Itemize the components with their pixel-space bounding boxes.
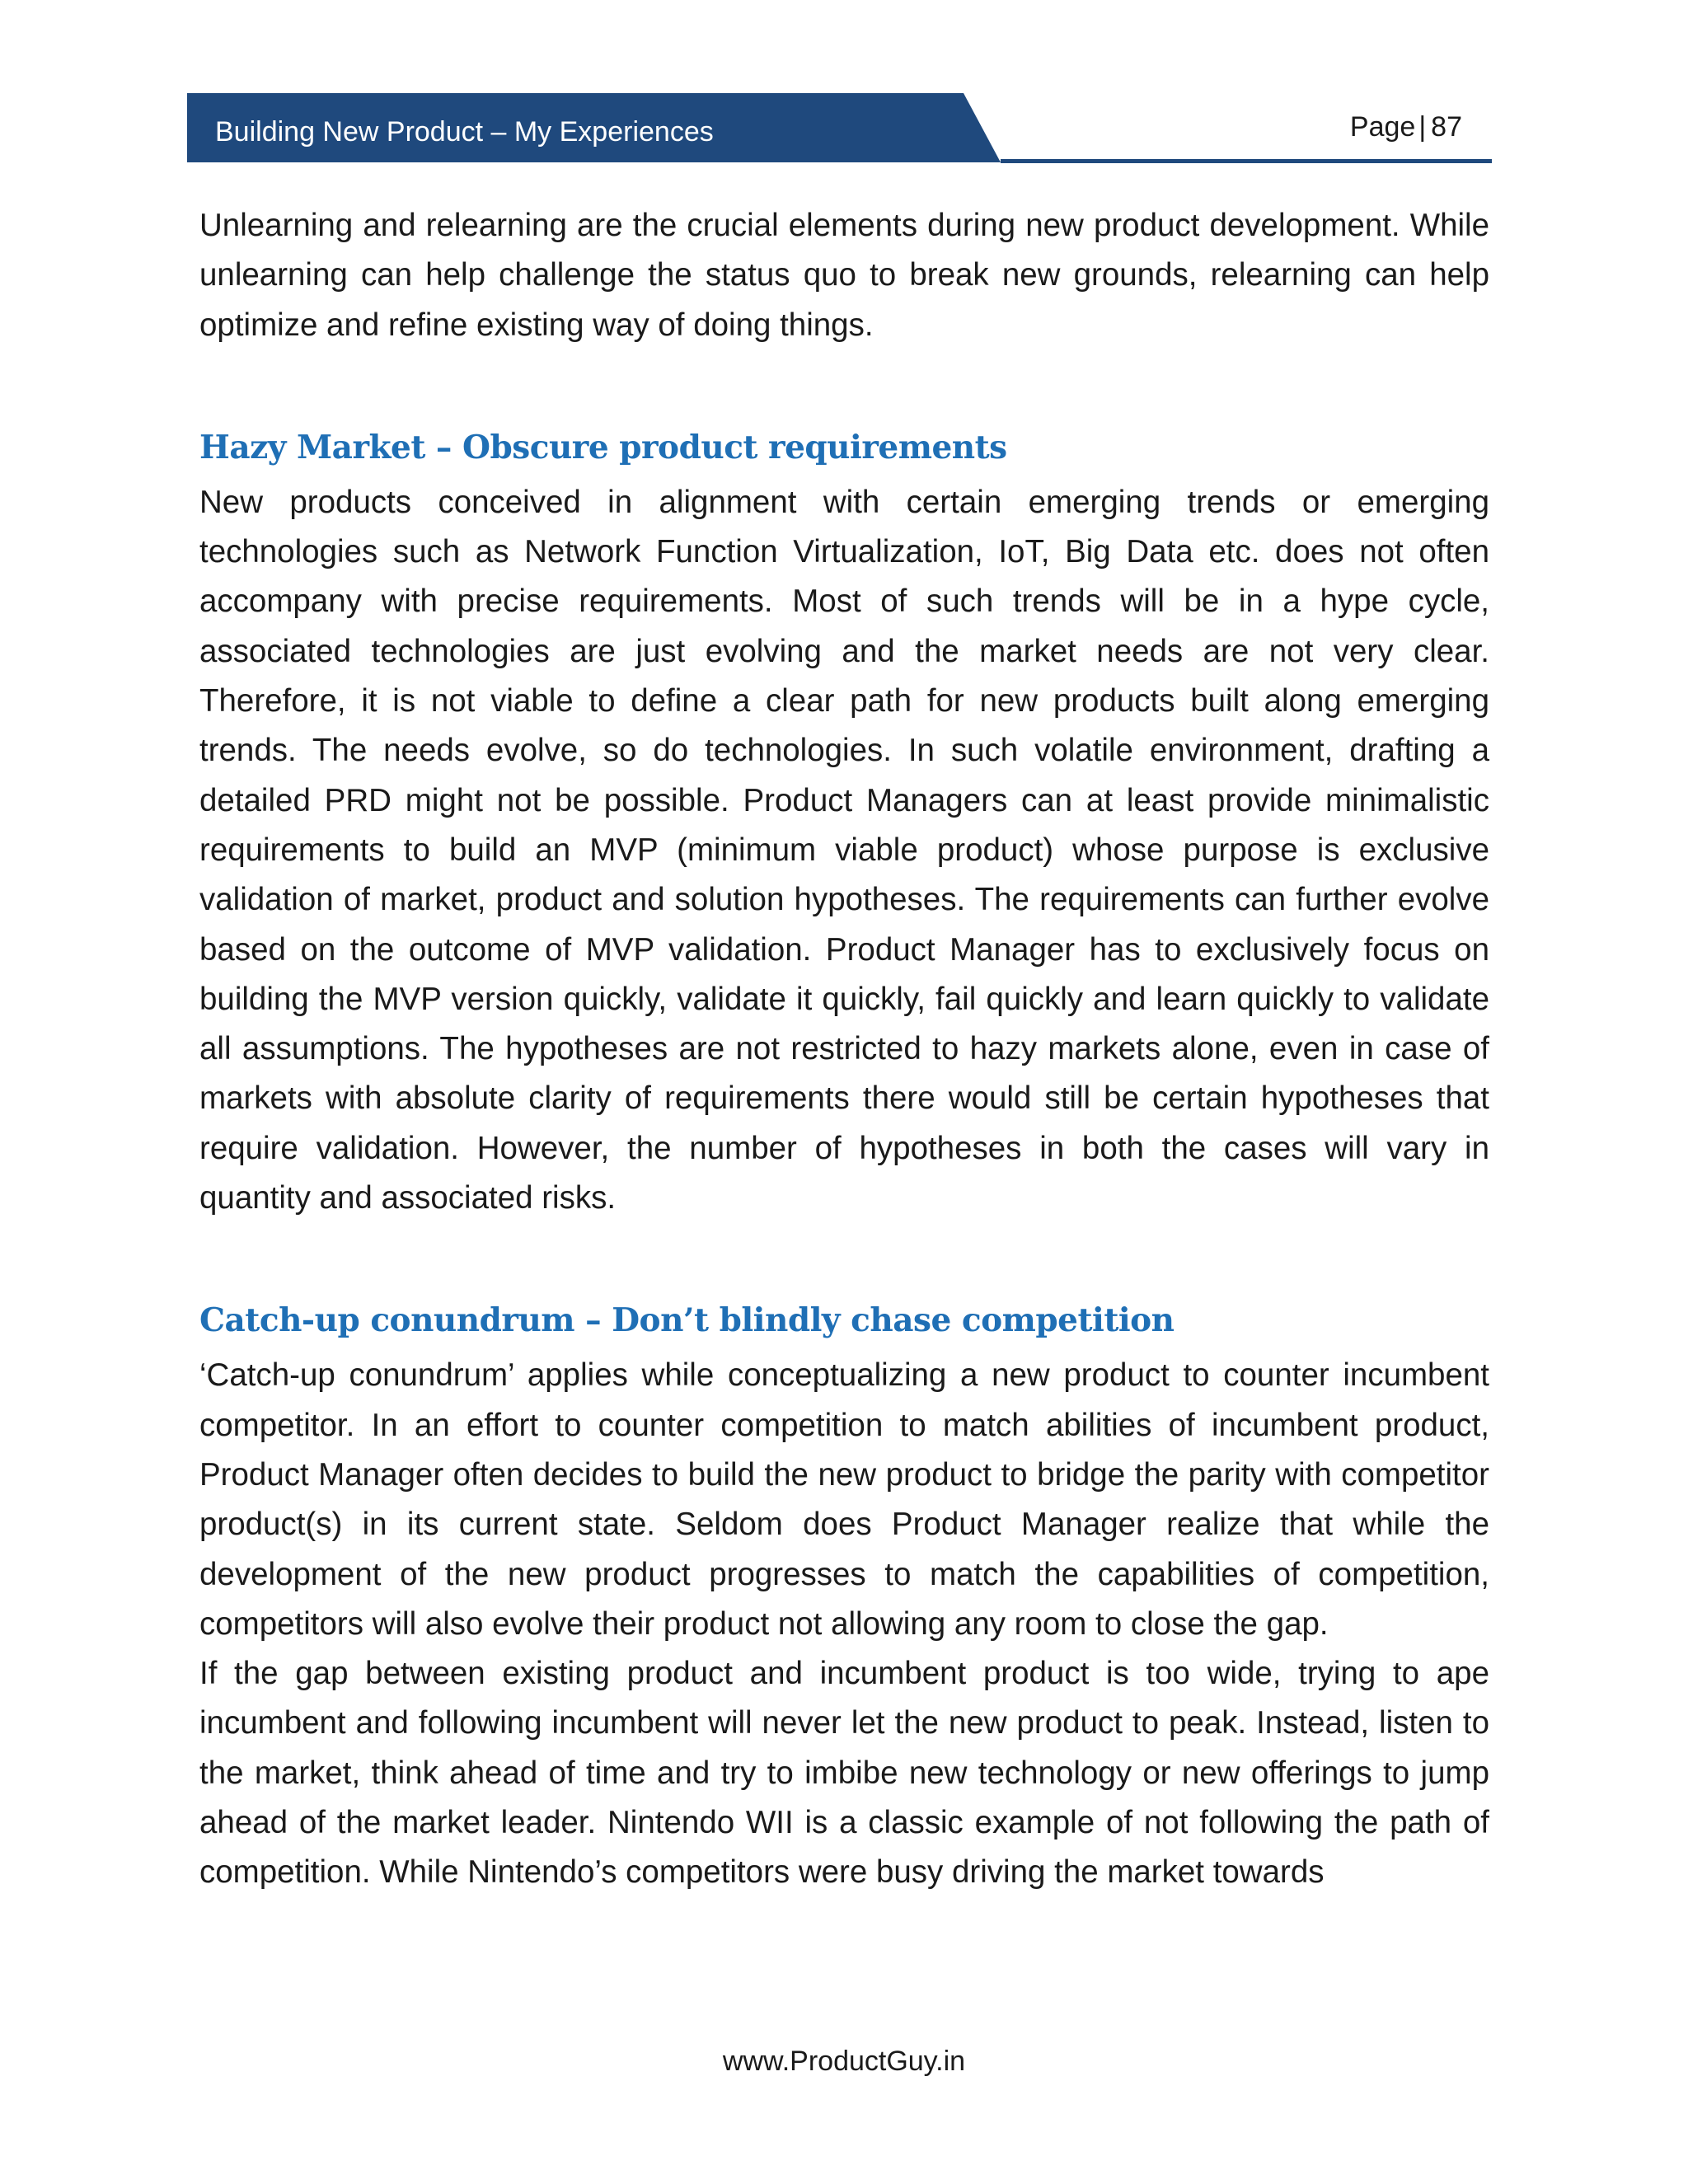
page-number-label [1350, 111, 1462, 143]
header-title: Building New Product – My Experiences [215, 116, 714, 148]
section-heading-catch-up-conundrum: Catch-up conundrum – Don’t blindly chase competition [199, 1301, 1175, 1340]
section-heading-hazy-market: Hazy Market – Obscure product requirements [199, 428, 1007, 466]
hazy-market-paragraph: New products conceived in alignment with certain emerging trends or emerging technologies such as Network Function Virtualization, IoT, Big Data etc. does not often accompany with precise requirements. Most of such trends will be in a hype cycle, associated technologies are just evolving and the market needs are not very clear. Therefore, it is not viable to define a clear path for new products built along emerging trends. The needs evolve, so do technologies. In such volatile environment, drafting a detailed PRD might not be possible. Product Managers can at least provide minimalistic requirements to build an MVP (minimum viable product) whose purpose is exclusive validation of market, product and solution hypotheses. The requirements can further evolve based on the outcome of MVP validation. Product Manager has to exclusively focus on building the MVP version quickly, validate it quickly, fail quickly and learn quickly to validate all assumptions. The hypotheses are not restricted to hazy markets alone, even in case of markets with absolute clarity of requirements there would still be certain hypotheses that require validation. However, the number of hypotheses in both the cases will vary in quantity and associated risks. [199, 484, 1489, 1216]
intro-paragraph: Unlearning and relearning are the crucial elements during new product development. While unlearning can help challenge the status quo to break new grounds, relearning can help optimize and refine existing way of doing things. [199, 208, 1489, 343]
page-number: 87 [1431, 111, 1462, 143]
footer-url: www.ProductGuy.in [722, 2046, 966, 2077]
header-rule [1001, 159, 1492, 163]
catch-up-paragraph-2: If the gap between existing product and incumbent product is too wide, trying to ape incumbent and following incumbent will never let the new product to peak. Instead, listen to the market, think ahead of time and try to imbibe new technology or new offerings to jump ahead of the market leader. Nintendo WII is a classic example of not following the path of competition. While Nintendo’s competitors were busy driving the market towards [199, 1656, 1489, 1891]
page-label-separator: | [1418, 111, 1427, 143]
page-header [187, 93, 1492, 167]
page-label-text: Page [1349, 111, 1416, 143]
page-footer [0, 2046, 1688, 2078]
page-content [199, 201, 1489, 1898]
catch-up-paragraph-1: ‘Catch-up conundrum’ applies while conceptualizing a new product to counter incumbent competitor. In an effort to counter competition to match abilities of incumbent product, Product Manager often decides to build the new product to bridge the parity with competitor product(s) in its current state. Seldom does Product Manager realize that while the development of the new product progresses to match the capabilities of competition, competitors will also evolve their product not allowing any room to close the gap. [199, 1357, 1489, 1642]
